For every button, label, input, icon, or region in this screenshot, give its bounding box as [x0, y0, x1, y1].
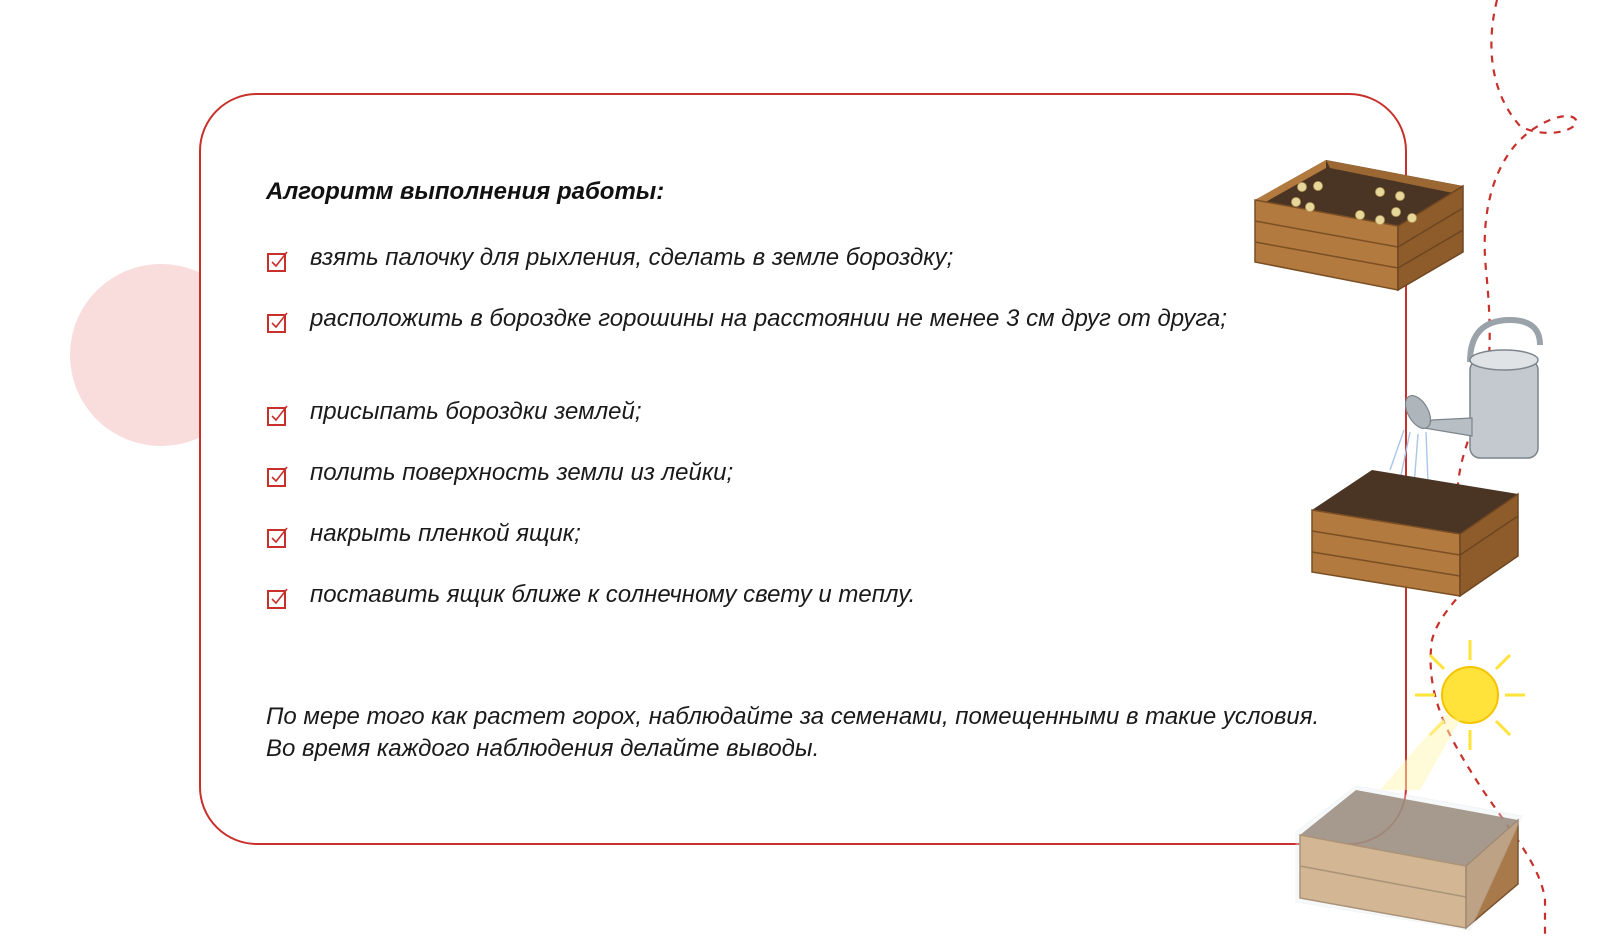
step-text: поставить ящик ближе к солнечному свету и теплу. — [310, 581, 916, 608]
dashed-path-decoration — [1431, 0, 1577, 938]
step-text: полить поверхность земли из лейки; — [310, 459, 734, 486]
covered-box-illustration — [1296, 786, 1522, 930]
step-text: накрыть пленкой ящик; — [310, 520, 581, 547]
instructions-heading: Алгоритм выполнения работы: — [266, 178, 665, 205]
watering-can-illustration — [1390, 320, 1540, 486]
step-text: расположить в бороздке горошины на расстоянии не менее 3 см друг от друга; — [310, 305, 1227, 332]
step-text: взять палочку для рыхления, сделать в земле бороздку; — [310, 244, 954, 271]
step-text: присыпать бороздки землей; — [310, 398, 642, 425]
watered-box-illustration — [1312, 470, 1518, 596]
seed-box-illustration — [1255, 160, 1463, 290]
sun-illustration — [1380, 640, 1525, 790]
observation-note: По мере того как растет горох, наблюдайте за семенами, помещенными в такие условия. Во время каждого наблюдения делайте выводы. — [266, 703, 1320, 762]
